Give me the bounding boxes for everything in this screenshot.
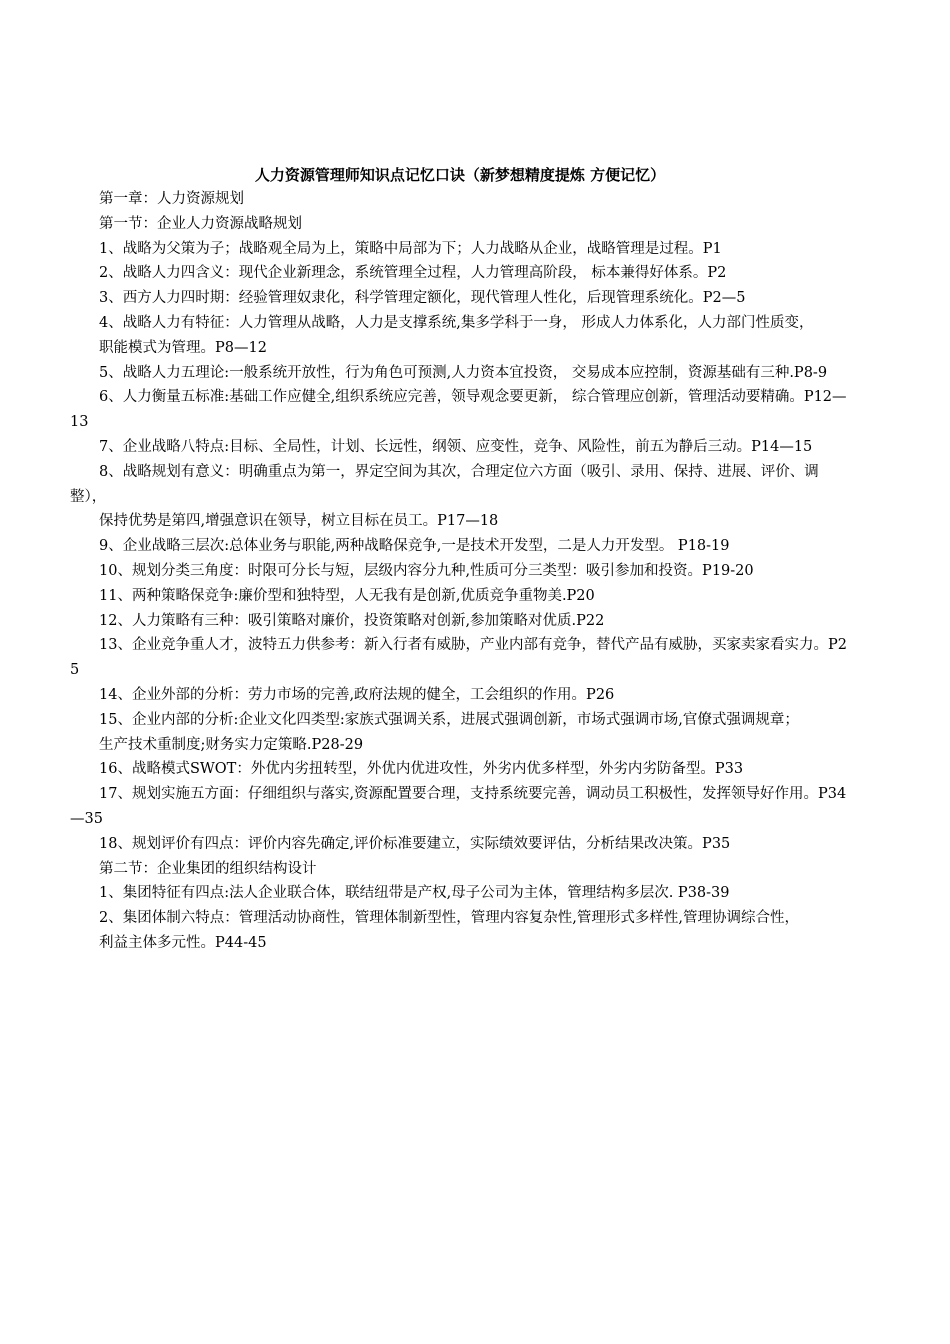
- paragraph: 17、规划实施五方面：仔细组织与落实,资源配置要合理，支持系统要完善，调动员工积极性，发挥领导好作用。P34—35: [70, 786, 847, 827]
- document-title: 人力资源管理师知识点记忆口诀（新梦想精度提炼 方便记忆）: [254, 166, 666, 184]
- paragraph: 3、西方人力四时期：经验管理奴隶化，科学管理定额化，现代管理人性化，后现管理系统化。P2—5: [99, 290, 746, 307]
- paragraph: 18、规划评价有四点：评价内容先确定,评价标准要建立，实际绩效要评估，分析结果改决策。P35: [99, 835, 731, 852]
- document-page: [70, 163, 850, 956]
- section-heading: 第一节：企业人力资源战略规划: [99, 215, 302, 232]
- paragraph: 16、战略模式SWOT：外优内劣扭转型，外优内优进攻性，外劣内优多样型，外劣内劣防备型。P33: [99, 761, 744, 778]
- paragraph: 11、两种策略保竞争:廉价型和独特型，人无我有是创新,优质竞争重物美.P20: [99, 587, 595, 604]
- paragraph: 5、战略人力五理论:一般系统开放性，行为角色可预测,人力资本宜投资， 交易成本应控制，资源基础有三种.P8-9: [99, 364, 828, 381]
- paragraph: 职能模式为管理。P8—12: [99, 339, 267, 356]
- paragraph: 14、企业外部的分析：劳力市场的完善,政府法规的健全，工会组织的作用。P26: [99, 686, 615, 703]
- paragraph: 8、战略规划有意义：明确重点为第一，界定空间为其次，合理定位六方面（吸引、录用、保持、进展、评价、调整），: [70, 463, 819, 505]
- paragraph: 9、企业战略三层次:总体业务与职能,两种战略保竞争,一是技术开发型，二是人力开发型。 P18-19: [99, 538, 730, 555]
- paragraph: 4、战略人力有特征：人力管理从战略，人力是支撑系统,集多学科于一身， 形成人力体系化，人力部门性质变，: [99, 314, 814, 331]
- paragraph: 15、企业内部的分析:企业文化四类型:家族式强调关系，进展式强调创新，市场式强调市场,官僚式强调规章；: [99, 711, 799, 728]
- paragraph: 12、人力策略有三种：吸引策略对廉价，投资策略对创新,参加策略对优质.P22: [99, 612, 605, 629]
- paragraph: 2、战略人力四含义：现代企业新理念，系统管理全过程，人力管理高阶段， 标本兼得好体系。P2: [99, 265, 727, 282]
- paragraph: 1、集团特征有四点:法人企业联合体，联结纽带是产权,母子公司为主体，管理结构多层次. P38-39: [99, 885, 730, 902]
- paragraph: 1、战略为父策为子；战略观全局为上，策略中局部为下；人力战略从企业，战略管理是过程。P1: [99, 240, 722, 257]
- paragraph: 生产技术重制度;财务实力定策略.P28-29: [99, 736, 364, 753]
- paragraph: 10、规划分类三角度：时限可分长与短，层级内容分九种,性质可分三类型：吸引参加和投资。P19-20: [99, 562, 754, 579]
- paragraph: 保持优势是第四,增强意识在领导，树立目标在员工。P17—18: [99, 513, 499, 530]
- paragraph: 7、企业战略八特点:目标、全局性，计划、长远性，纲领、应变性，竞争、风险性，前五为静后三动。P14—15: [99, 438, 813, 455]
- paragraph: 2、集团体制六特点：管理活动协商性，管理体制新型性，管理内容复杂性,管理形式多样性,管理协调综合性，: [99, 910, 799, 927]
- paragraph: 6、人力衡量五标准:基础工作应健全,组织系统应完善，领导观念要更新， 综合管理应创新，管理活动要精确。P12—13: [70, 389, 847, 431]
- chapter-heading: 第一章：人力资源规划: [99, 191, 244, 207]
- section-heading: 第二节：企业集团的组织结构设计: [99, 860, 317, 877]
- document-body: [70, 187, 850, 956]
- paragraph: 13、企业竞争重人才，波特五力供参考：新入行者有威胁，产业内部有竞争，替代产品有威胁，买家卖家看实力。P25: [70, 637, 847, 679]
- paragraph: 利益主体多元性。P44-45: [99, 934, 267, 951]
